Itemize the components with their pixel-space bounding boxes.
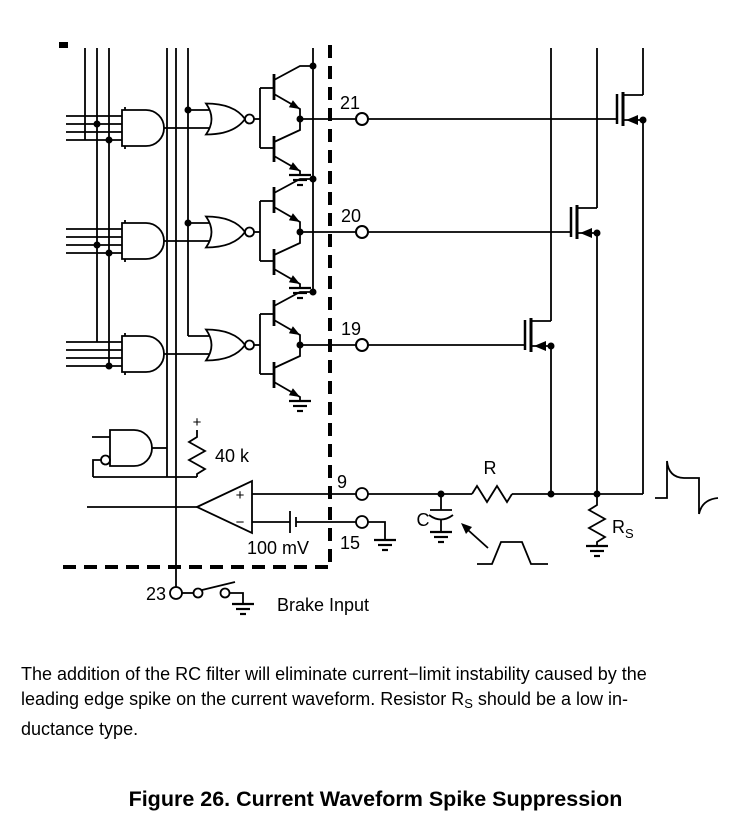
filter-resistor-label: R xyxy=(483,458,497,478)
pin-terminals-9-15 xyxy=(356,488,385,540)
pin-label-21: 21 xyxy=(339,93,361,113)
caption-line-2 xyxy=(21,687,737,716)
caption-line-2-text: leading edge spike on the current waveform. Resistor R xyxy=(21,689,465,710)
filtered-waveform xyxy=(477,542,548,564)
pin-label-20: 20 xyxy=(340,206,362,226)
driver-channel-19 xyxy=(66,289,368,412)
spike-waveform xyxy=(655,461,718,514)
driver-channel-21 xyxy=(66,63,368,186)
caption-line-2-tail: should be a low in- xyxy=(472,689,628,710)
comparator-minus-label: − xyxy=(235,514,245,531)
driver-channel-20 xyxy=(66,176,368,299)
mosfet-19 xyxy=(525,318,555,352)
brake-switch xyxy=(170,582,243,604)
brake-ground xyxy=(232,604,254,614)
gate-wires xyxy=(368,119,617,345)
rs-subscript: S xyxy=(464,696,473,712)
current-sense-comparator xyxy=(87,481,356,533)
reference-voltage-label: 100 mV xyxy=(246,538,310,558)
filter-pointer-arrow xyxy=(461,523,488,548)
figure-caption xyxy=(21,662,737,742)
capacitor-ground xyxy=(430,532,452,542)
caption-line-3: ductance type. xyxy=(21,718,139,739)
filter-capacitor-label: C xyxy=(416,510,430,530)
sense-resistor-label: R xyxy=(612,517,625,537)
pin-label-9: 9 xyxy=(336,472,348,492)
sense-resistor-rs xyxy=(589,494,605,546)
pin-label-15: 15 xyxy=(339,533,361,553)
nand-latch xyxy=(92,430,197,477)
supply-plus-label: + xyxy=(192,414,202,431)
caption-line-1: The addition of the RC filter will eliminate current−limit instability caused by the xyxy=(21,664,647,684)
brake-input-label: Brake Input xyxy=(277,595,370,615)
mosfet-20 xyxy=(571,205,601,239)
filter-capacitor-c xyxy=(429,494,453,532)
sense-resistor-subscript: S xyxy=(625,526,634,541)
rs-ground xyxy=(586,546,608,556)
junction-dots xyxy=(94,107,601,498)
pin-label-19: 19 xyxy=(340,319,362,339)
pullup-resistor-40k xyxy=(189,430,205,477)
mosfet-21 xyxy=(617,92,647,126)
filter-resistor-r xyxy=(472,486,512,502)
reference-battery-100mv xyxy=(290,511,356,533)
pin15-ground xyxy=(374,540,396,550)
pullup-resistor-label: 40 k xyxy=(215,446,250,466)
comparator-plus-label: + xyxy=(235,487,245,504)
sense-rail xyxy=(368,486,643,502)
mosfet-drain-source-rails xyxy=(551,48,643,494)
pin-label-23: 23 xyxy=(145,584,166,604)
figure-title: Figure 26. Current Waveform Spike Suppression xyxy=(128,787,623,811)
